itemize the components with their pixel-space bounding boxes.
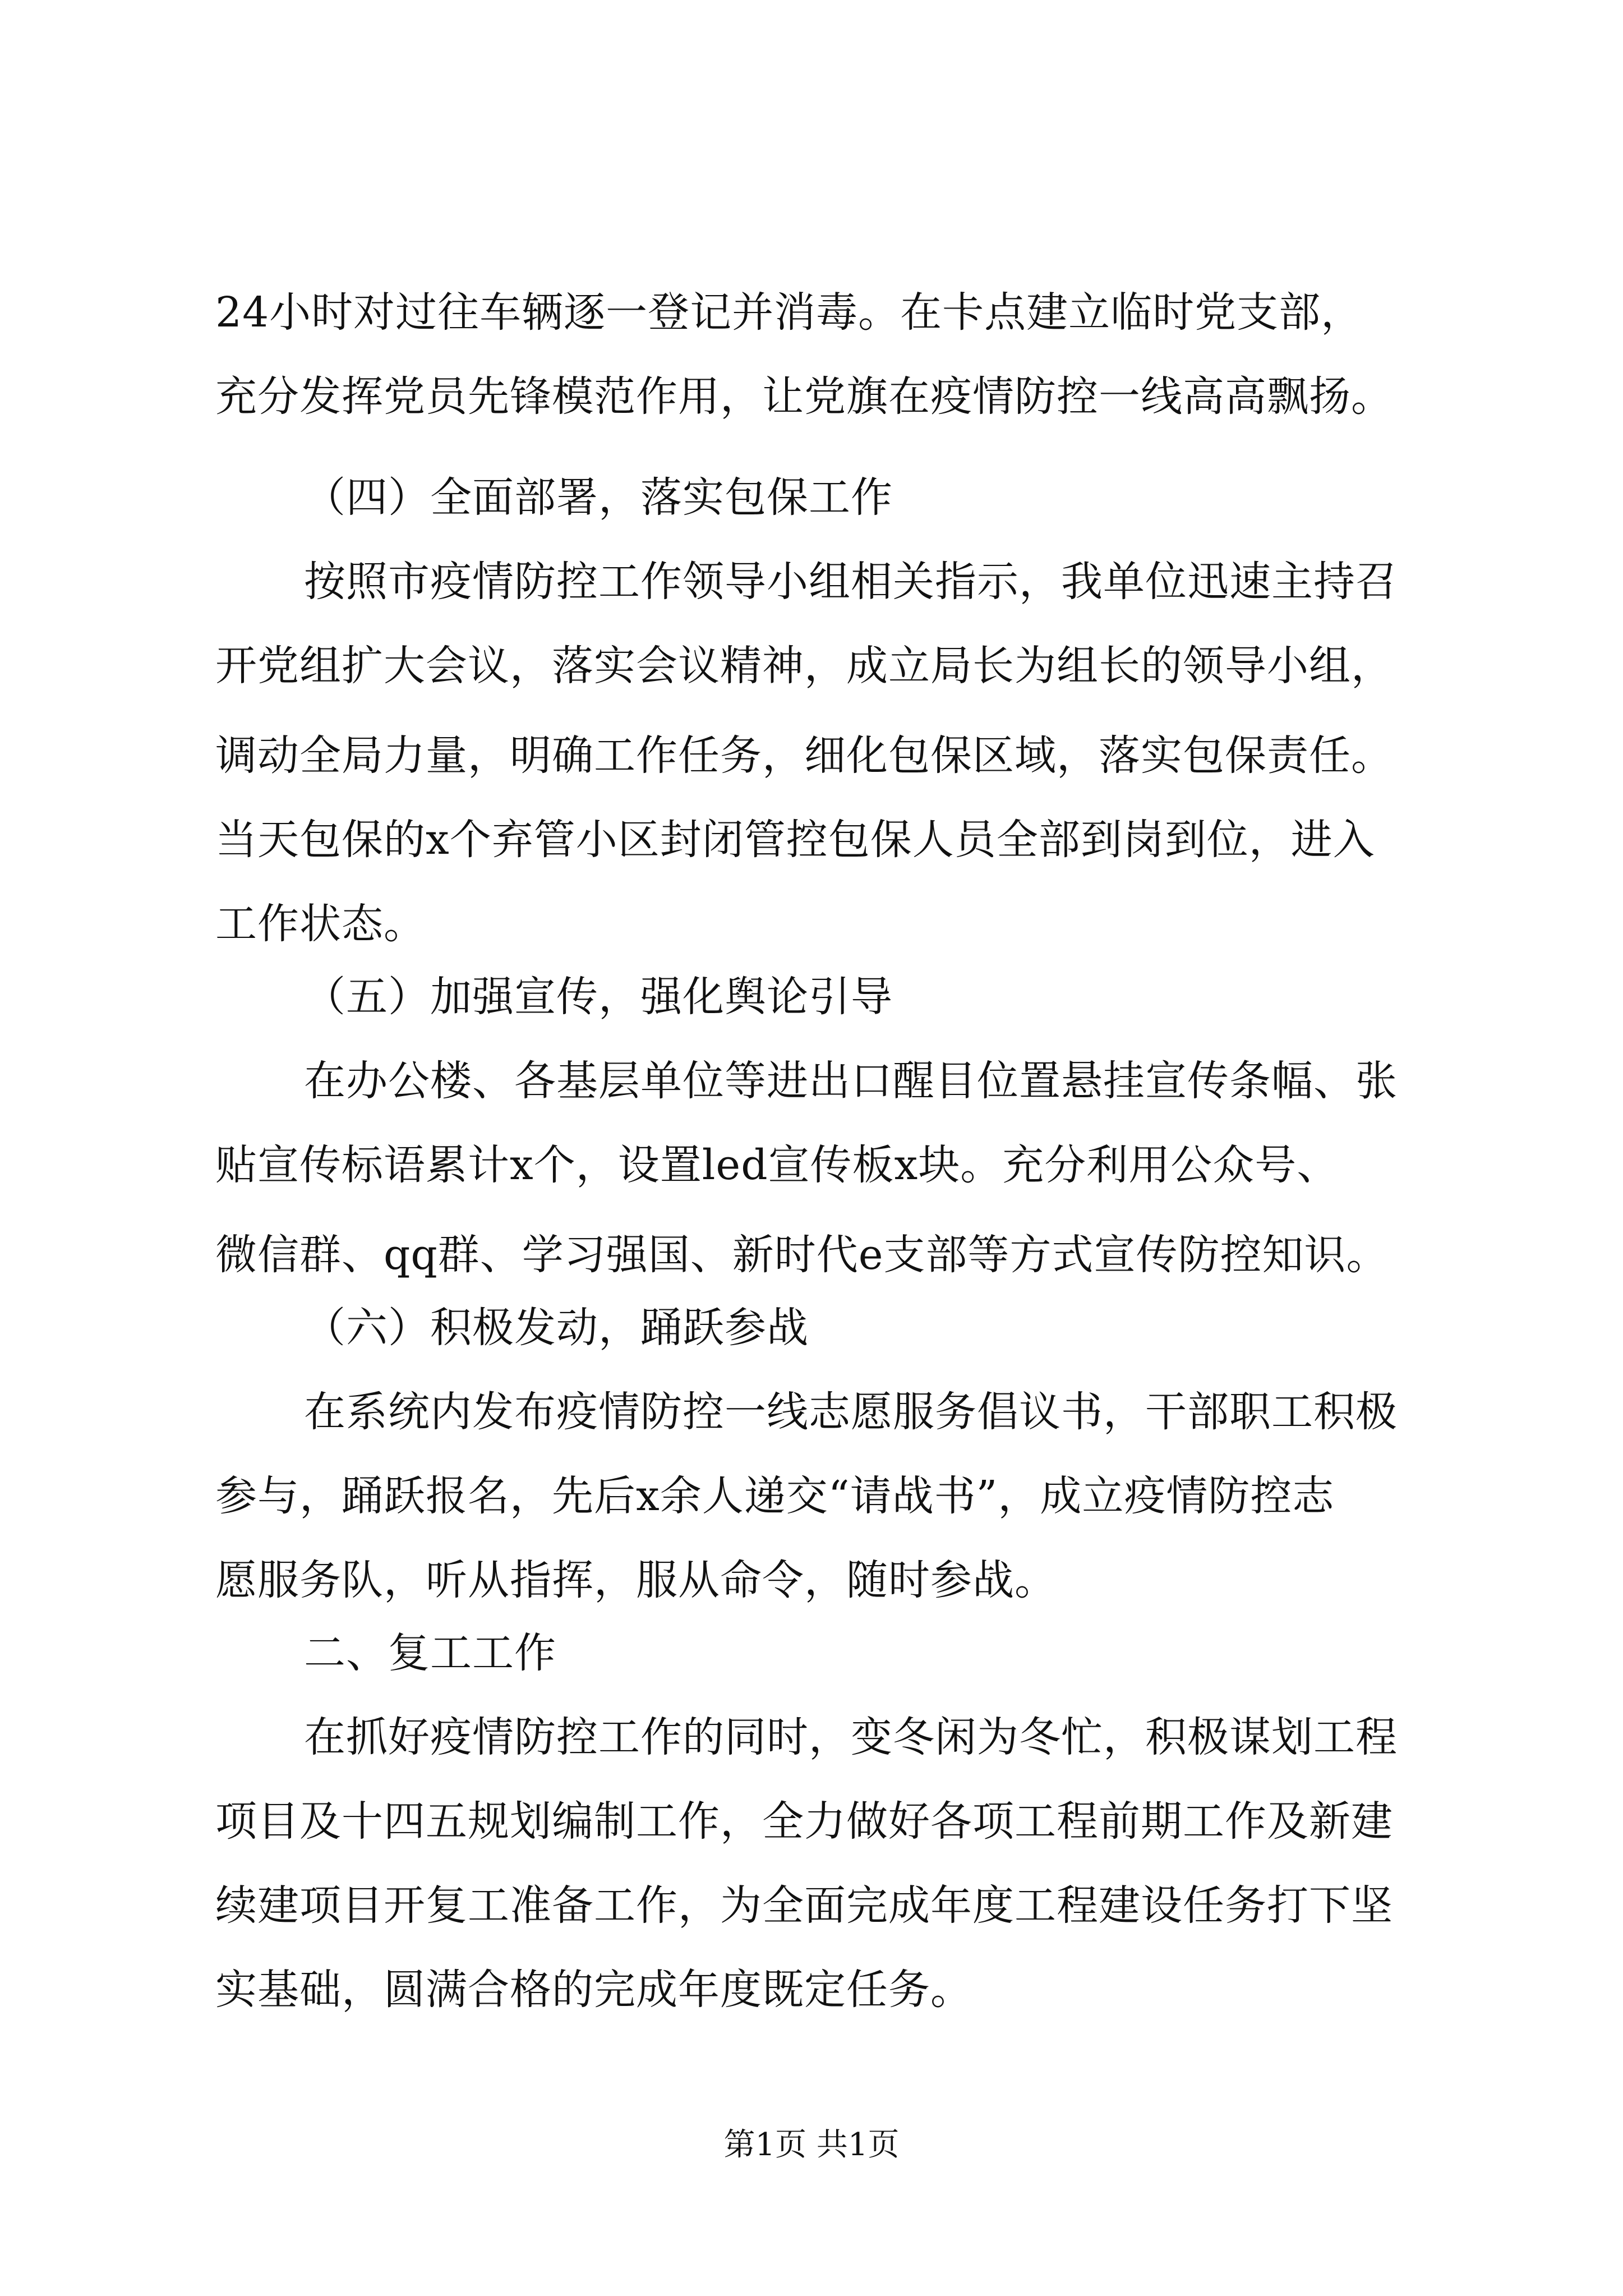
- text-line-14: 在系统内发布疫情防控一线志愿服务倡议书，干部职工积极: [304, 1388, 1398, 1436]
- text-line-11: 贴宣传标语累计x个，设置led宣传板x块。充分利用公众号、: [215, 1141, 1339, 1189]
- text-line-20: 续建项目开复工准备工作，为全面完成年度工程建设任务打下坚: [215, 1881, 1393, 1930]
- text-line-16: 愿服务队，听从指挥，服从命令，随时参战。: [215, 1556, 1057, 1604]
- section-heading-6: （六）积极发动，踊跃参战: [304, 1304, 809, 1352]
- text-line-12: 微信群、qq群、学习强国、新时代e支部等方式宣传防控知识。: [215, 1231, 1389, 1279]
- text-line-15: 参与，踊跃报名，先后x余人递交“请战书”，成立疫情防控志: [215, 1472, 1335, 1520]
- section-heading-4: （四）全面部署，落实包保工作: [304, 473, 893, 522]
- page-number-footer: 第1页 共1页: [723, 2127, 900, 2163]
- text-line-21: 实基础，圆满合格的完成年度既定任务。: [215, 1966, 972, 2014]
- text-line-6: 调动全局力量，明确工作任务，细化包保区域，落实包保责任。: [215, 731, 1393, 780]
- text-line-8: 工作状态。: [215, 900, 426, 948]
- section-heading-two: 二、复工工作: [304, 1629, 556, 1677]
- text-line-5: 开党组扩大会议，落实会议精神，成立局长为组长的领导小组，: [215, 642, 1393, 690]
- text-line-10: 在办公楼、各基层单位等进出口醒目位置悬挂宣传条幅、张: [304, 1057, 1398, 1105]
- text-line-19: 项目及十四五规划编制工作，全力做好各项工程前期工作及新建: [215, 1797, 1393, 1846]
- text-line-4: 按照市疫情防控工作领导小组相关指示，我单位迅速主持召: [304, 558, 1398, 606]
- section-heading-5: （五）加强宣传，强化舆论引导: [304, 973, 893, 1021]
- text-line-2: 充分发挥党员先锋模范作用，让党旗在疫情防控一线高高飘扬。: [215, 372, 1393, 421]
- text-line-7: 当天包保的x个弃管小区封闭管控包保人员全部到岗到位，进入: [215, 816, 1375, 864]
- text-line-18: 在抓好疫情防控工作的同时，变冬闲为冬忙，积极谋划工程: [304, 1713, 1398, 1761]
- text-line-1: 24小时对过往车辆逐一登记并消毒。在卡点建立临时党支部，: [215, 288, 1363, 337]
